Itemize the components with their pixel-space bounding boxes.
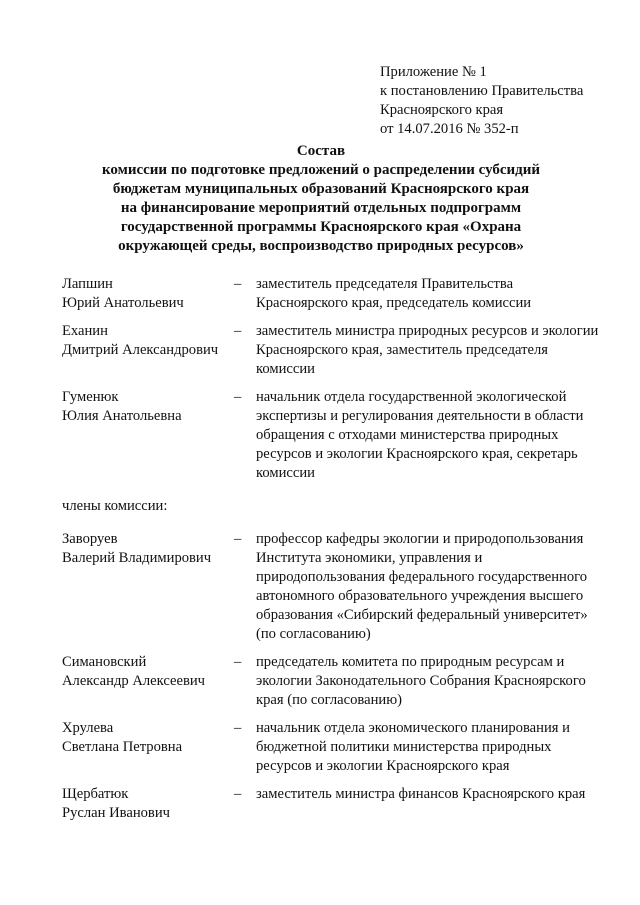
- person-row: [62, 322, 602, 379]
- person-role: заместитель министра природных ресурсов и экологии Красноярского края, заместитель председателя комиссии: [256, 323, 599, 377]
- dash-separator: –: [234, 531, 242, 547]
- title-line: бюджетам муниципальных образований Красноярского края: [112, 181, 530, 197]
- title-line: окружающей среды, воспроизводство природных ресурсов»: [118, 238, 524, 254]
- dash-separator: –: [234, 389, 242, 405]
- person-surname: Симановский: [62, 654, 147, 670]
- person-name: [62, 275, 234, 313]
- person-role: заместитель министра финансов Красноярского края: [256, 786, 586, 802]
- person-name: [62, 388, 234, 483]
- dash-separator: –: [234, 654, 242, 670]
- person-row: [62, 275, 602, 313]
- person-surname: Лапшин: [62, 276, 113, 292]
- person-given-names: Светлана Петровна: [62, 739, 183, 755]
- person-given-names: Юлия Анатольевна: [62, 408, 182, 424]
- person-surname: Заворуев: [62, 531, 118, 547]
- title-line: Состав: [296, 143, 346, 159]
- dash-separator: –: [234, 720, 242, 736]
- person-given-names: Дмитрий Александрович: [62, 342, 219, 358]
- person-name: [62, 322, 234, 379]
- appendix-line: Приложение № 1: [380, 64, 487, 80]
- person-surname: Щербатюк: [62, 786, 129, 802]
- title-line: на финансирование мероприятий отдельных подпрограмм: [120, 200, 522, 216]
- person-name: [62, 530, 234, 644]
- person-row: [62, 530, 602, 644]
- dash-separator: –: [234, 276, 242, 292]
- person-role: заместитель председателя Правительства Красноярского края, председатель комиссии: [256, 276, 532, 311]
- person-row: [62, 785, 602, 823]
- person-given-names: Руслан Иванович: [62, 805, 170, 821]
- dash-separator: –: [234, 786, 242, 802]
- person-row: [62, 653, 602, 710]
- appendix-line: от 14.07.2016 № 352-п: [380, 121, 519, 137]
- person-surname: Еханин: [62, 323, 108, 339]
- document-title: [60, 142, 582, 256]
- person-role: начальник отдела государственной экологической экспертизы и регулирования деятельности в области обращения с отходами министерства природных ресурсов и экологии Красноярского края, секретарь комиссии: [256, 389, 584, 481]
- person-given-names: Александр Алексеевич: [62, 673, 206, 689]
- person-given-names: Валерий Владимирович: [62, 550, 212, 566]
- person-name: [62, 785, 234, 823]
- person-role: профессор кафедры экологии и природопользования Института экономики, управления и природопользования федерального государственного автономного образовательного учреждения высшего образования «Сибирский федеральный университет» (по согласованию): [256, 531, 588, 642]
- person-role: председатель комитета по природным ресурсам и экологии Законодательного Собрания Красноярского края (по согласованию): [256, 654, 586, 708]
- person-row: [62, 388, 602, 483]
- title-line: государственной программы Красноярского края «Охрана: [120, 219, 522, 235]
- appendix-header: [380, 63, 630, 139]
- members-label: члены комиссии:: [62, 498, 168, 514]
- leaders-list: [62, 275, 602, 483]
- commission-list: [62, 275, 602, 832]
- person-name: [62, 719, 234, 776]
- person-name: [62, 653, 234, 710]
- members-list: [62, 530, 602, 823]
- appendix-line: Красноярского края: [380, 102, 504, 118]
- dash-separator: –: [234, 323, 242, 339]
- person-surname: Хрулева: [62, 720, 114, 736]
- person-surname: Гуменюк: [62, 389, 119, 405]
- title-line: комиссии по подготовке предложений о распределении субсидий: [101, 162, 541, 178]
- person-row: [62, 719, 602, 776]
- person-given-names: Юрий Анатольевич: [62, 295, 184, 311]
- person-role: начальник отдела экономического планирования и бюджетной политики министерства природных ресурсов и экологии Красноярского края: [256, 720, 570, 774]
- appendix-line: к постановлению Правительства: [380, 83, 584, 99]
